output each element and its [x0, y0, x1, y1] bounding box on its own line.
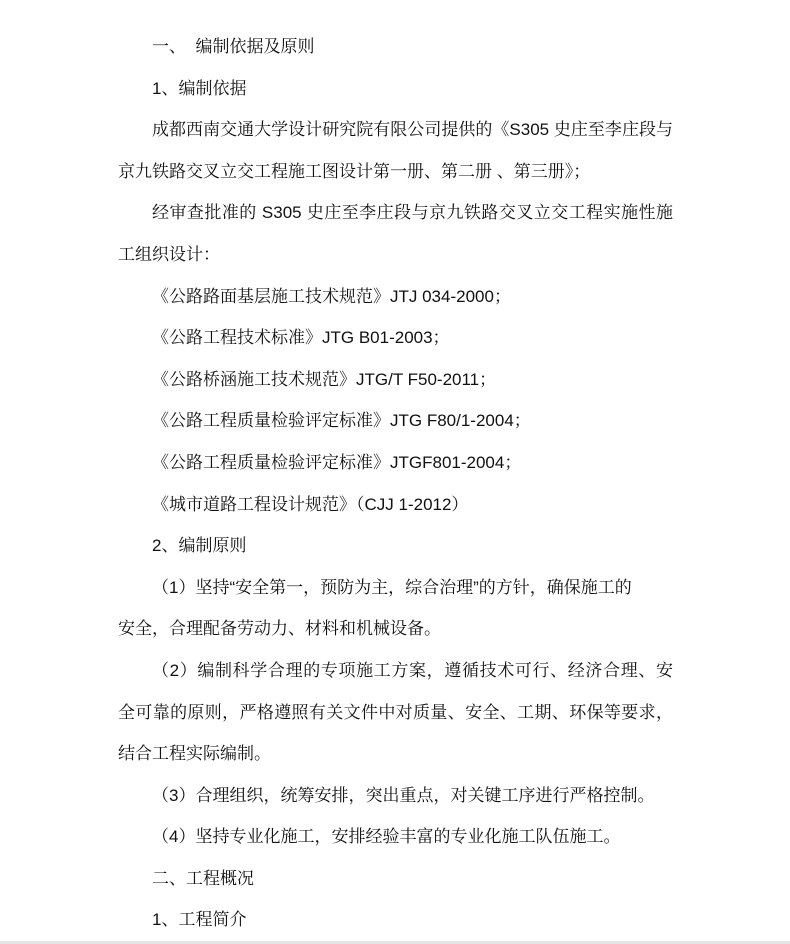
- principle-line: （3）合理组织，统筹安排，突出重点，对关键工序进行严格控制。: [152, 785, 655, 805]
- subsection-1-heading: 1、编制依据: [152, 78, 247, 98]
- paragraph-line: 成都西南交通大学设计研究院有限公司提供的《S305 史庄至李庄段与: [152, 120, 673, 140]
- section-2-heading: 二、工程概况: [152, 868, 254, 888]
- section-2-subsection-1-heading: 1、工程简介: [152, 910, 247, 930]
- principle-line: 结合工程实际编制。: [118, 744, 271, 764]
- standard-item: 《公路桥涵施工技术规范》JTG/T F50-2011；: [152, 369, 497, 389]
- standard-item: 《公路工程技术标准》JTG B01-2003；: [152, 328, 450, 348]
- document-body: [118, 26, 673, 941]
- principle-line: （1）坚持“安全第一，预防为主，综合治理”的方针，确保施工的: [152, 577, 632, 597]
- principle-line: （2）编制科学合理的专项施工方案，遵循技术可行、经济合理、安: [152, 660, 673, 680]
- paragraph-line: 京九铁路交叉立交工程施工图设计第一册、第二册 、第三册》；: [118, 161, 591, 181]
- subsection-2-heading: 2、编制原则: [152, 536, 247, 556]
- paragraph-line: 工组织设计：: [118, 244, 220, 264]
- principle-line: （4）坚持专业化施工，安排经验丰富的专业化施工队伍施工。: [152, 827, 621, 847]
- section-1-heading: 一、 编制依据及原则: [152, 37, 315, 56]
- principle-line: 全可靠的原则，严格遵照有关文件中对质量、安全、工期、环保等要求，: [118, 702, 673, 722]
- principle-line: 安全，合理配备劳动力、材料和机械设备。: [118, 619, 441, 639]
- standard-item: 《公路工程质量检验评定标准》JTG F80/1-2004；: [152, 411, 531, 431]
- standard-item: 《公路路面基层施工技术规范》JTJ 034-2000；: [152, 286, 511, 306]
- standard-item: 《公路工程质量检验评定标准》JTGF801-2004；: [152, 452, 522, 472]
- paragraph-line: 经审查批准的 S305 史庄至李庄段与京九铁路交叉立交工程实施性施: [152, 203, 673, 223]
- standard-item: 《城市道路工程设计规范》（CJJ 1-2012）: [152, 494, 469, 514]
